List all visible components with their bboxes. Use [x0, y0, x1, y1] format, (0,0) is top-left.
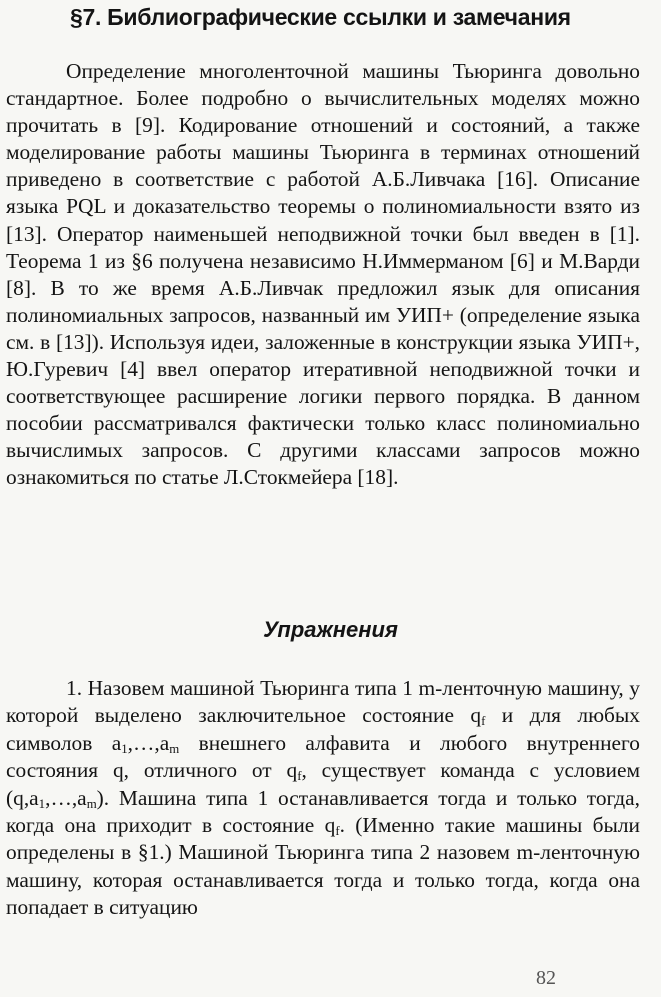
subscript: f	[335, 824, 340, 839]
subscript: f	[297, 769, 302, 784]
subscript: 1	[121, 742, 128, 757]
text-run: . (Именно такие машины были определены в §1.) Машиной Тьюринга типа 2 назовем m-ленточную машину, которая останавливается тогда и только тогда, когда она попадает в ситуацию	[6, 813, 640, 920]
exercise-1-paragraph	[6, 675, 640, 922]
text-run: и для любых символов a	[6, 703, 640, 755]
section-title: §7. Библиографические ссылки и замечания	[70, 4, 571, 30]
text-run: , существует команда с условием (q,a	[6, 758, 640, 810]
subscript: f	[481, 714, 486, 729]
text-run: внешнего алфавита и любого внутреннего состояния q, отличного от q	[6, 730, 640, 783]
bibliography-paragraph: Определение многоленточной машины Тьюринга довольно стандартное. Более подробно о вычислительных моделях можно прочитать в [9]. Кодирование отношений и состояний, а также моделирование работы машины Тьюринга в терминах отношений приведено в соответствие с работой А.Б.Ливчака [16]. Описание языка PQL и доказательство теоремы о полиномиальности взято из [13]. Оператор наименьшей неподвижной точки был введен в [1]. Теорема 1 из §6 получена независимо Н.Иммерманом [6] и М.Варди [8]. В то же время А.Б.Ливчак предложил язык для описания полиномиальных запросов, названный им УИП+ (определение языка см. в [13]). Используя идеи, заложенные в конструкции языка УИП+, Ю.Гуревич [4] ввел оператор итеративной неподвижной точки и соответствующее расширение логики первого порядка. В данном пособии рассматривался фактически только класс полиномиально вычислимых запросов. С другими классами запросов можно ознакомиться по статье Л.Стокмейера [18].	[6, 59, 640, 490]
page-number: 82	[536, 967, 556, 989]
text-run: ,…,a	[45, 785, 87, 810]
subscript: m	[169, 742, 180, 757]
exercises-heading: Упражнения	[263, 617, 398, 642]
subscript: 1	[38, 796, 46, 811]
text-run: ). Машина типа 1 останавливается тогда и только тогда, когда она приходит в состояние q	[6, 785, 640, 838]
text-run: ,…,a	[127, 730, 170, 755]
text-run: 1. Назовем машиной Тьюринга типа 1 m-ленточную машину, у которой выделено заключительное состояние q	[6, 676, 640, 728]
subscript: m	[86, 796, 97, 811]
